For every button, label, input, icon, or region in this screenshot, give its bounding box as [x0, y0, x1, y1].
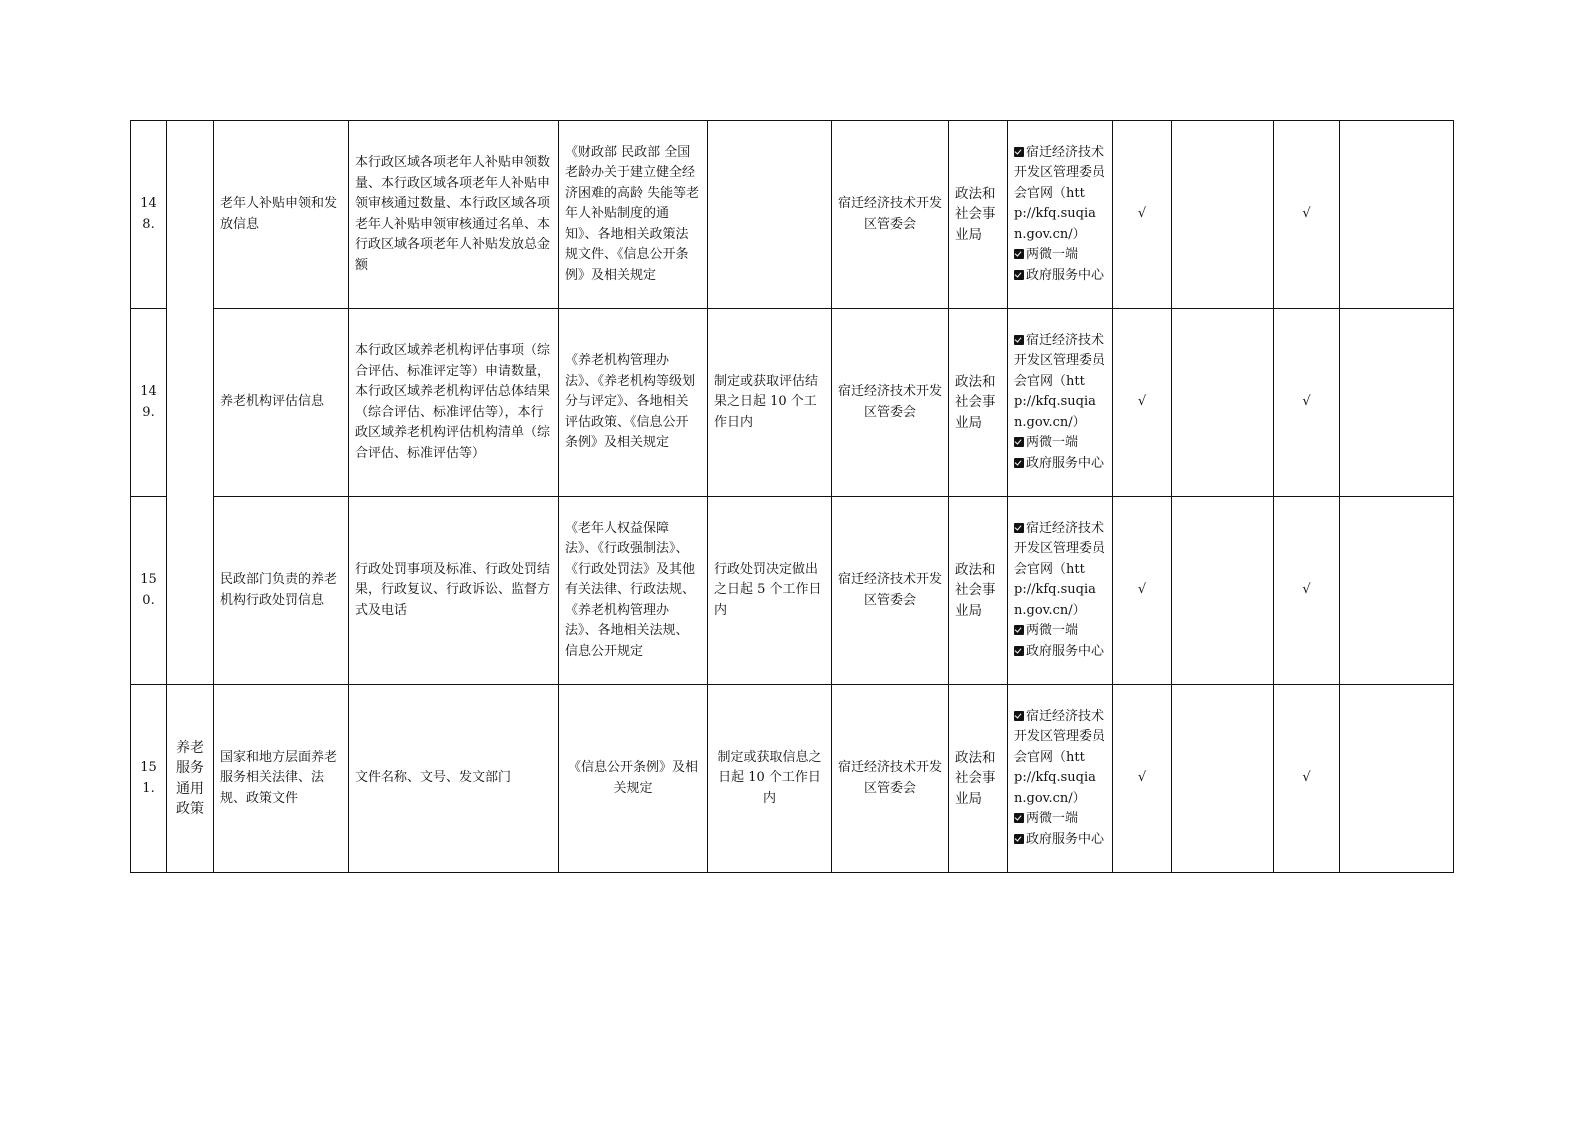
mark-b: √ — [1274, 497, 1340, 685]
item-content: 行政处罚事项及标准、行政处罚结果，行政复议、行政诉讼、监督方式及电话 — [349, 497, 559, 685]
item-dept: 政法和社会事业局 — [949, 497, 1008, 685]
channel-service-center: 政府服务中心 — [1014, 266, 1106, 287]
empty-cell — [1172, 309, 1274, 497]
item-basis: 《信息公开条例》及相关规定 — [559, 685, 708, 873]
item-dept: 政法和社会事业局 — [949, 309, 1008, 497]
item-content: 本行政区域养老机构评估事项（综合评估、标准评定等）申请数量，本行政区域养老机构评估总体结果（综合评估、标准评估等），本行政区域养老机构评估机构清单（综合评估、标准评估等） — [349, 309, 559, 497]
checked-box-icon — [1014, 625, 1024, 635]
checked-box-icon — [1014, 335, 1024, 345]
channel-website: 宿迁经济技术开发区管理委员会官网（http://kfq.suqian.gov.cn/） — [1014, 144, 1106, 242]
mark-b: √ — [1274, 121, 1340, 309]
empty-cell — [1340, 497, 1454, 685]
item-timing: 制定或获取评估结果之日起 10 个工作日内 — [708, 309, 832, 497]
row-number: 149. — [131, 309, 167, 497]
empty-cell — [1340, 685, 1454, 873]
checked-box-icon — [1014, 523, 1024, 533]
checked-box-icon — [1014, 437, 1024, 447]
item-name: 养老机构评估信息 — [214, 309, 349, 497]
table-row — [131, 121, 1454, 309]
item-name: 老年人补贴申领和发放信息 — [214, 121, 349, 309]
channel-website: 宿迁经济技术开发区管理委员会官网（http://kfq.suqian.gov.cn/） — [1014, 520, 1106, 618]
channel-service-center: 政府服务中心 — [1014, 454, 1106, 475]
row-number: 148. — [131, 121, 167, 309]
mark-a: √ — [1113, 685, 1172, 873]
channel-service-center: 政府服务中心 — [1014, 642, 1106, 663]
row-number: 150. — [131, 497, 167, 685]
table-row — [131, 685, 1454, 873]
empty-cell — [1172, 497, 1274, 685]
checked-box-icon — [1014, 646, 1024, 656]
item-channels — [1008, 121, 1113, 309]
table-row — [131, 309, 1454, 497]
checked-box-icon — [1014, 249, 1024, 259]
channel-social: 两微一端 — [1014, 809, 1106, 830]
mark-b: √ — [1274, 685, 1340, 873]
checked-box-icon — [1014, 458, 1024, 468]
mark-a: √ — [1113, 309, 1172, 497]
item-basis: 《老年人权益保障法》、《行政强制法》、《行政处罚法》及其他有关法律、行政法规、《养老机构管理办法》、各地相关法规、信息公开规定 — [559, 497, 708, 685]
item-content: 文件名称、文号、发文部门 — [349, 685, 559, 873]
item-subject: 宿迁经济技术开发区管委会 — [832, 309, 949, 497]
checked-box-icon — [1014, 711, 1024, 721]
item-timing — [708, 121, 832, 309]
item-channels — [1008, 685, 1113, 873]
item-timing: 行政处罚决定做出之日起 5 个工作日内 — [708, 497, 832, 685]
row-number: 151. — [131, 685, 167, 873]
item-name: 民政部门负责的养老机构行政处罚信息 — [214, 497, 349, 685]
channel-website: 宿迁经济技术开发区管理委员会官网（http://kfq.suqian.gov.cn/） — [1014, 332, 1106, 430]
checked-box-icon — [1014, 813, 1024, 823]
item-dept: 政法和社会事业局 — [949, 685, 1008, 873]
item-dept: 政法和社会事业局 — [949, 121, 1008, 309]
empty-cell — [1172, 121, 1274, 309]
item-subject: 宿迁经济技术开发区管委会 — [832, 121, 949, 309]
mark-a: √ — [1113, 497, 1172, 685]
checked-box-icon — [1014, 834, 1024, 844]
empty-cell — [1340, 309, 1454, 497]
empty-cell — [1340, 121, 1454, 309]
channel-website: 宿迁经济技术开发区管理委员会官网（http://kfq.suqian.gov.cn/） — [1014, 708, 1106, 806]
item-timing: 制定或获取信息之日起 10 个工作日内 — [708, 685, 832, 873]
channel-social: 两微一端 — [1014, 621, 1106, 642]
channel-social: 两微一端 — [1014, 245, 1106, 266]
category-cell: 养老服务通用政策 — [167, 685, 214, 873]
checked-box-icon — [1014, 270, 1024, 280]
item-subject: 宿迁经济技术开发区管委会 — [832, 497, 949, 685]
channel-social: 两微一端 — [1014, 433, 1106, 454]
table-row — [131, 497, 1454, 685]
empty-cell — [1172, 685, 1274, 873]
item-basis: 《养老机构管理办法》、《养老机构等级划分与评定》、各地相关评估政策、《信息公开条例》及相关规定 — [559, 309, 708, 497]
channel-service-center: 政府服务中心 — [1014, 830, 1106, 851]
disclosure-table — [130, 120, 1454, 873]
item-content: 本行政区域各项老年人补贴申领数量、本行政区域各项老年人补贴申领审核通过数量、本行政区域各项老年人补贴申领审核通过名单、本行政区域各项老年人补贴发放总金额 — [349, 121, 559, 309]
item-channels — [1008, 497, 1113, 685]
mark-a: √ — [1113, 121, 1172, 309]
item-subject: 宿迁经济技术开发区管委会 — [832, 685, 949, 873]
item-basis: 《财政部 民政部 全国老龄办关于建立健全经济困难的高龄 失能等老年人补贴制度的通知》、各地相关政策法规文件、《信息公开条例》及相关规定 — [559, 121, 708, 309]
item-name: 国家和地方层面养老服务相关法律、法规、政策文件 — [214, 685, 349, 873]
checked-box-icon — [1014, 147, 1024, 157]
item-channels — [1008, 309, 1113, 497]
mark-b: √ — [1274, 309, 1340, 497]
category-cell — [167, 121, 214, 685]
